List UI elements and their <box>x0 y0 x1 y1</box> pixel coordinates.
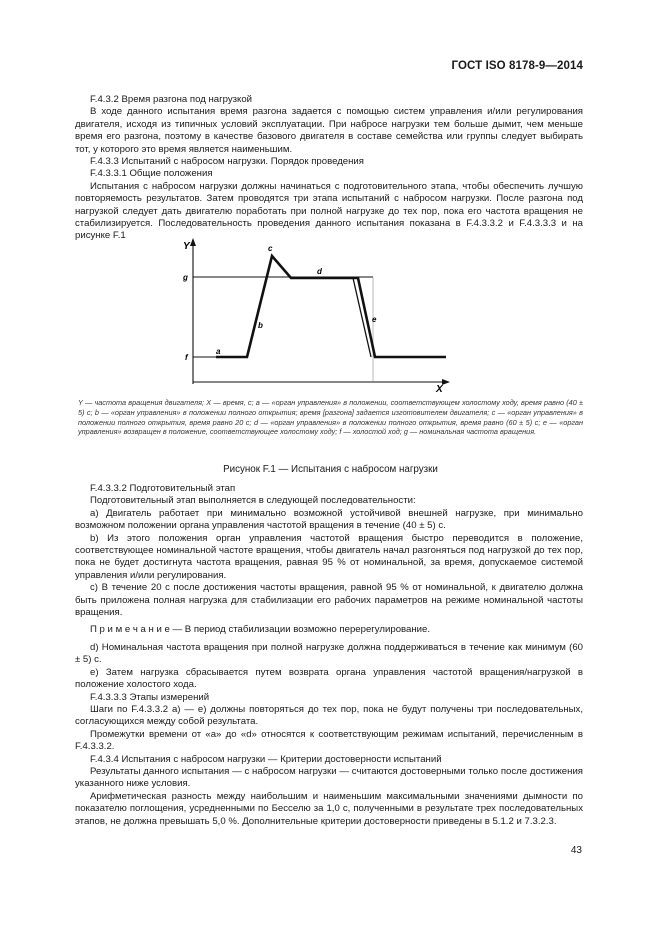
paragraph: F.4.3.3.1 Общие положения <box>90 168 213 180</box>
speed-curve-decel-trace <box>353 278 371 357</box>
paragraph: F.4.3.3 Испытаний с набросом нагрузки. Порядок проведения <box>90 156 364 168</box>
paragraph: Шаги по F.4.3.3.2 a) — e) должны повторяться до тех пор, пока не будут получены три последовательных, согласующихся между собой результата. <box>75 703 583 728</box>
paragraph: Арифметическая разность между наибольшим и наименьшим максимальными значениями дымности по показателю поглощения, усредненными по Бесселю за 1,0 с, полученными в результате трех последовательных этапов, не должна превышать 5,0 %. Дополнительные критерии достоверности приведены в 5.1.2 и 7.3.2.3. <box>75 790 583 827</box>
figure-title: Рисунок F.1 — Испытания с набросом нагрузки <box>223 464 438 475</box>
segment-c-label: c <box>268 244 273 253</box>
paragraph: F.4.3.3.2 Подготовительный этап <box>90 483 236 494</box>
paragraph: c) В течение 20 с после достижения частоты вращения, равной 95 % от номинальной, к двигателю должна быть приложена полная нагрузка для стабилизации его рабочих параметров на режиме номинальной частоты вращения. <box>75 582 583 619</box>
paragraph: d) Номинальная частота вращения при полной нагрузке должна поддерживаться в течение как минимум (60 ± 5) с. <box>75 641 583 666</box>
paragraph: Испытания с набросом нагрузки должны начинаться с подготовительного этапа, чтобы обеспечить лучшую повторяемость результатов. Затем проводятся три этапа испытаний с набросом нагрузки. После разгона под нагрузкой следует дать двигателю поработать при полной нагрузке до тех пор, пока его частота вращения не стабилизируется. Последовательность проведения данного испытания показана в F.4.3.3.2 и F.4.3.3.3 и на рисунке F.1 <box>75 180 583 242</box>
paragraph: Подготовительный этап выполняется в следующей последовательности: <box>90 495 416 507</box>
y-axis-arrow <box>190 238 196 246</box>
level-f-label: f <box>185 353 188 362</box>
x-axis-arrow <box>442 379 450 385</box>
page-number: 43 <box>570 845 582 856</box>
segment-a-label: a <box>216 347 221 356</box>
paragraph: В ходе данного испытания время разгона задается с помощью систем управления и/или регулирования двигателя, исходя из типичных условий эксплуатации. При набросе нагрузки тем больше дымит, чем меньше время его разгона, поэтому в качестве базового двигателя в составе семейства или группы следует выбирать тот, у которого это время является наименьшим. <box>75 106 583 155</box>
paragraph: П р и м е ч а н и е — В период стабилизации возможно перерегулирование. <box>90 624 431 636</box>
level-g-label: g <box>183 273 188 282</box>
segment-e-label: e <box>372 315 377 324</box>
paragraph: Промежутки времени от «a» до «d» относятся к соответствующим режимам испытаний, перечисленным в F.4.3.3.2. <box>75 728 583 753</box>
speed-curve <box>216 256 446 357</box>
intro-text-block <box>75 94 583 243</box>
paragraph: b) Из этого положения орган управления частотой вращения быстро переводится в положение, соответствующее номинальной частоте вращения, чтобы двигатель начал разгоняться под нагрузкой до тех пор, пока не будет достигнута частота вращения, равная 95 % от номинальной, за время, допускаемое системой управления и/или регулирования. <box>75 532 583 581</box>
paragraph: Результаты данного испытания — с набросом нагрузки — считаются достоверными только после достижения указанного ниже условия. <box>75 765 583 790</box>
segment-d-label: d <box>317 267 322 276</box>
x-axis-label: X <box>436 384 443 392</box>
paragraph: F.4.3.2 Время разгона под нагрузкой <box>90 94 253 105</box>
paragraph: a) Двигатель работает при минимально возможной устойчивой внешней нагрузке, при минимально возможном положении органа управления частотой вращения в течение (40 ± 5) с. <box>75 507 583 532</box>
body-text-block <box>75 483 583 828</box>
document-header: ГОСТ ISO 8178-9—2014 <box>451 60 583 72</box>
paragraph: e) Затем нагрузка сбрасывается путем возврата органа управления частотой вращения/нагрузкой в положение холостого хода. <box>75 666 583 691</box>
y-axis-label: Y <box>183 241 190 252</box>
paragraph: F.4.3.4 Испытания с набросом нагрузки — Критерии достоверности испытаний <box>90 753 442 765</box>
figure-caption: Y — частота вращения двигателя; X — время, с; a — «орган управления» в положении, соответствующем холостому ходу, время равно (40 ± 5) с; b — «орган управления» в положении полного открытия; время [разгона] задается изготовителем двигателя; c — «орган управления» в положении полного открытия, время равно 20 с; d — «орган управления» в положении полного открытия, время равно (60 ± 5) с; e — «орган управления» возвращен в положение, соответствующее холостому ходу; f — холостой ход; g — номинальная частота вращения. <box>78 398 583 437</box>
segment-b-label: b <box>258 321 263 330</box>
figure-f1-chart <box>180 236 460 392</box>
paragraph: F.4.3.3.3 Этапы измерений <box>90 691 210 703</box>
